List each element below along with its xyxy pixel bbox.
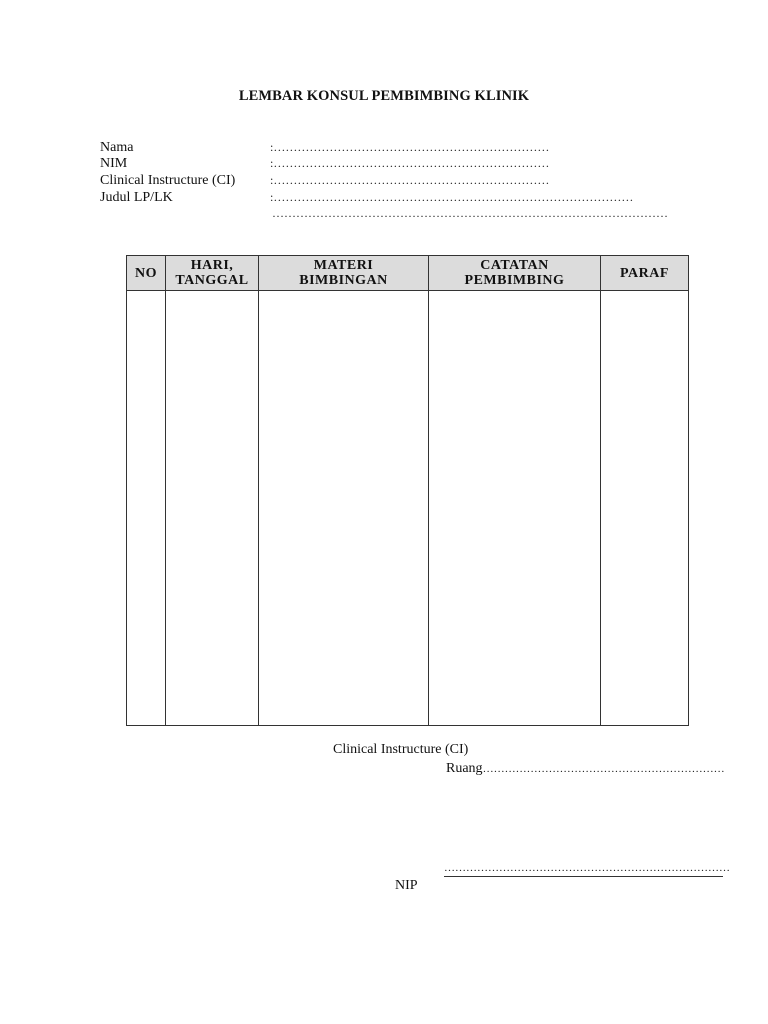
- column-divider: [600, 256, 601, 725]
- field-label-judul: Judul LP/LK: [100, 190, 173, 205]
- header-paraf: PARAF: [620, 265, 669, 281]
- header-materi-bimbingan: MATERI BIMBINGAN: [299, 258, 388, 288]
- signature-ruang: [446, 761, 725, 777]
- field-value-judul-continuation[interactable]: ………………………………………………………………………………………: [272, 206, 668, 220]
- column-divider: [258, 256, 259, 725]
- column-divider: [165, 256, 166, 725]
- field-value-nim[interactable]: :……………………………………………………………: [270, 156, 550, 170]
- nip-label: NIP: [395, 878, 418, 893]
- column-divider: [428, 256, 429, 725]
- field-label-nim: NIM: [100, 156, 128, 171]
- field-value-judul[interactable]: :………………………………………………………………………………: [270, 190, 634, 204]
- header-no: NO: [135, 265, 157, 281]
- header-catatan-pembimbing: CATATAN PEMBIMBING: [464, 258, 565, 288]
- signature-role: Clinical Instructure (CI): [333, 742, 469, 757]
- field-label-nama: Nama: [100, 140, 134, 155]
- field-value-nama[interactable]: :……………………………………………………………: [270, 140, 550, 154]
- field-label-ci: Clinical Instructure (CI): [100, 173, 236, 188]
- field-value-ci[interactable]: :……………………………………………………………: [270, 173, 550, 187]
- signature-name-line[interactable]: ……………………………………………………………………: [444, 862, 723, 877]
- consultation-table: [126, 255, 689, 726]
- header-hari-tanggal: HARI, TANGGAL: [175, 258, 249, 288]
- document-title: LEMBAR KONSUL PEMBIMBING KLINIK: [238, 88, 530, 104]
- ruang-label: Ruang: [446, 761, 483, 776]
- ruang-field[interactable]: …………………………………………………………: [482, 763, 725, 775]
